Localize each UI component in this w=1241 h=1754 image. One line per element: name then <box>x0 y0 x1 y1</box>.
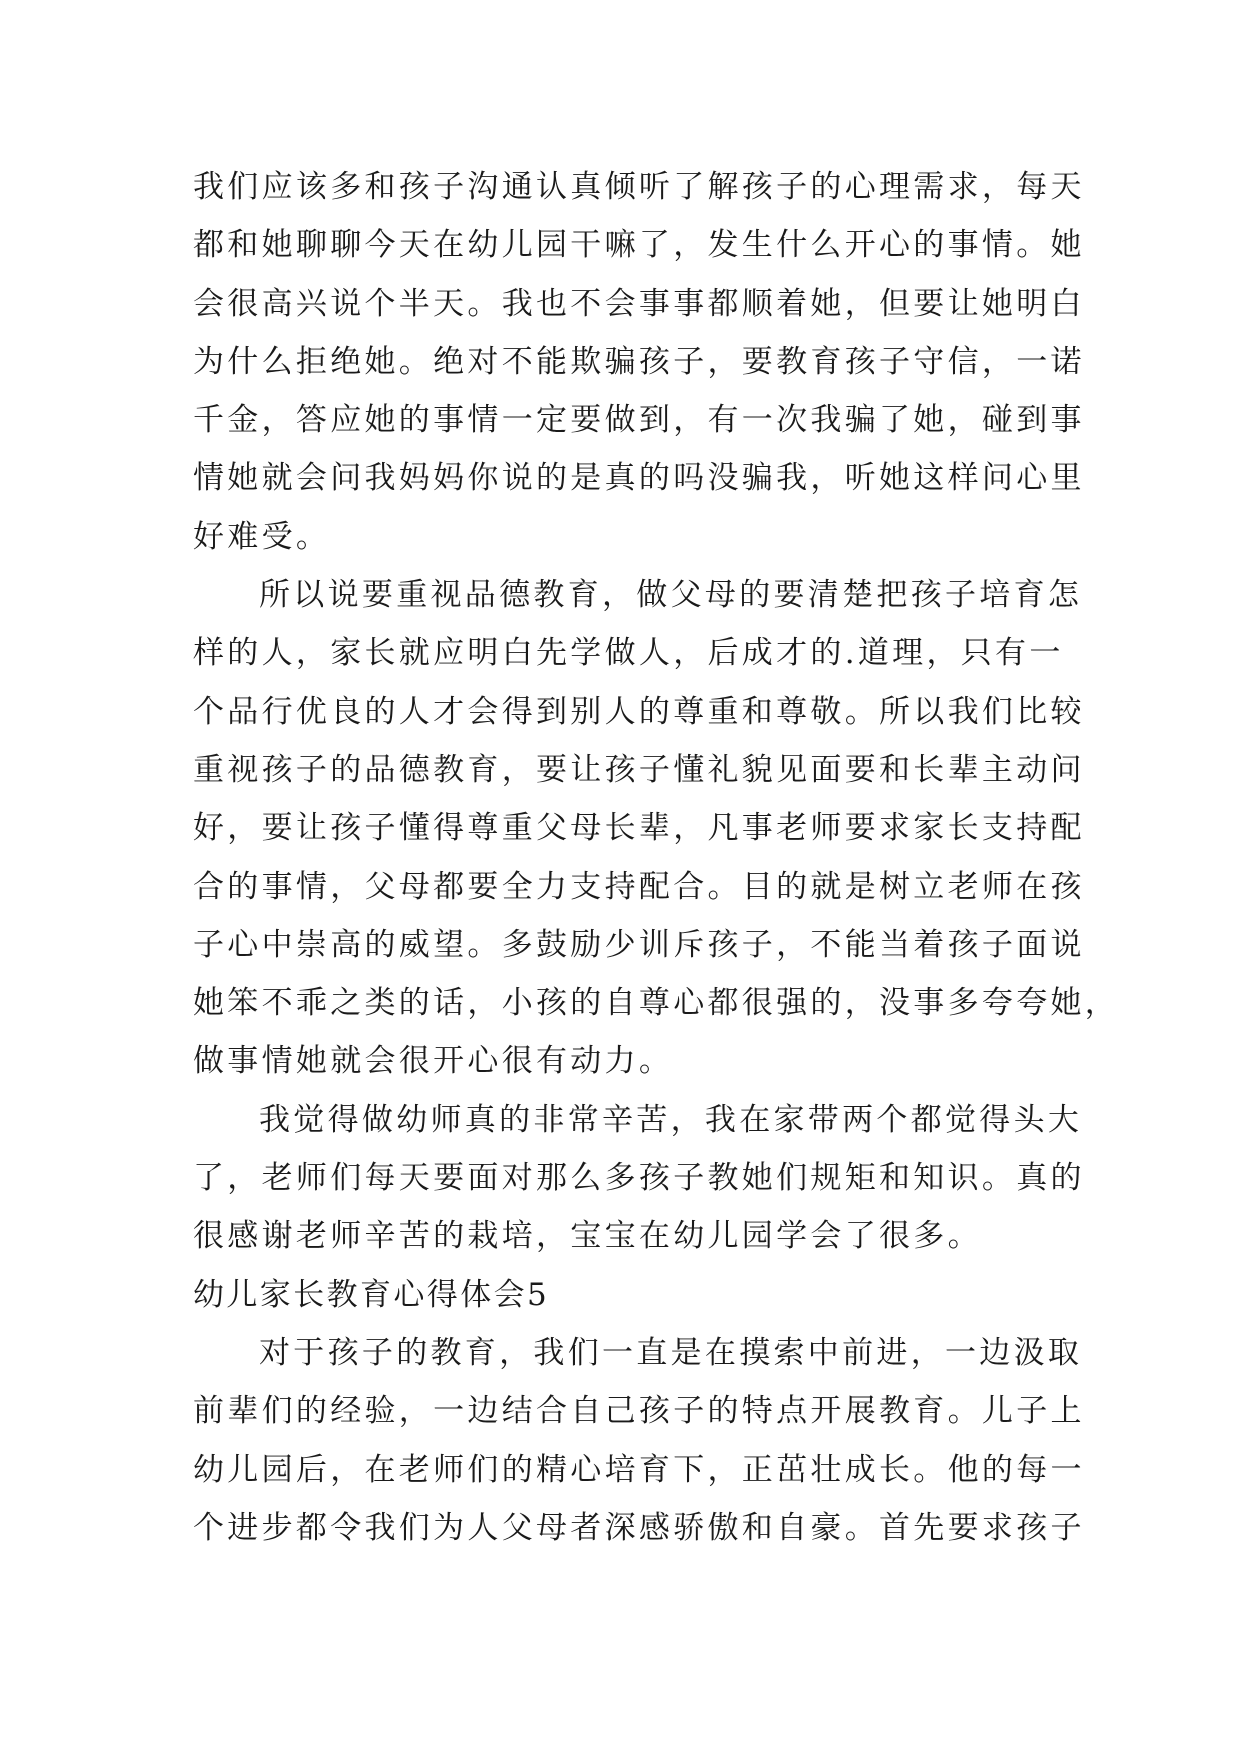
text-line: 情她就会问我妈妈你说的是真的吗没骗我，听她这样问心里 <box>193 460 1085 497</box>
text-line: 重视孩子的品德教育，要让孩子懂礼貌见面要和长辈主动问 <box>193 751 1085 788</box>
text-line: 很感谢老师辛苦的栽培，宝宝在幼儿园学会了很多。 <box>193 1218 982 1255</box>
paragraph-first-line: 我觉得做幼师真的非常辛苦，我在家带两个都觉得头大 <box>259 1101 1083 1138</box>
paragraph-first-line: 对于孩子的教育，我们一直是在摸索中前进，一边汲取 <box>259 1334 1083 1371</box>
text-line: 我们应该多和孩子沟通认真倾听了解孩子的心理需求，每天 <box>193 169 1085 205</box>
text-line: 子心中崇高的威望。多鼓励少训斥孩子，不能当着孩子面说 <box>193 926 1085 963</box>
text-line: 了，老师们每天要面对那么多孩子教她们规矩和知识。真的 <box>193 1160 1085 1197</box>
text-line: 为什么拒绝她。绝对不能欺骗孩子，要教育孩子守信，一诺 <box>193 343 1085 380</box>
text-line: 好难受。 <box>193 518 331 555</box>
text-line: 合的事情，父母都要全力支持配合。目的就是树立老师在孩 <box>193 868 1085 905</box>
paragraph-first-line: 所以说要重视品德教育，做父母的要清楚把孩子培育怎 <box>259 577 1083 614</box>
document-page <box>193 158 1120 1557</box>
text-line: 做事情她就会很开心很有动力。 <box>193 1043 674 1080</box>
text-line: 幼儿园后，在老师们的精心培育下，正茁壮成长。他的每一 <box>193 1451 1085 1488</box>
text-line: 样的人，家长就应明白先学做人，后成才的.道理，只有一 <box>193 635 1064 672</box>
text-line: 个进步都令我们为人父母者深感骄傲和自豪。首先要求孩子 <box>193 1509 1085 1546</box>
section-heading: 幼儿家长教育心得体会5 <box>193 1276 550 1313</box>
text-line: 千金，答应她的事情一定要做到，有一次我骗了她，碰到事 <box>193 402 1085 439</box>
text-line: 个品行优良的人才会得到别人的尊重和尊敬。所以我们比较 <box>193 693 1085 730</box>
text-line: 都和她聊聊今天在幼儿园干嘛了，发生什么开心的事情。她 <box>193 227 1085 264</box>
text-line: 前辈们的经验，一边结合自己孩子的特点开展教育。儿子上 <box>193 1393 1085 1430</box>
text-line: 会很高兴说个半天。我也不会事事都顺着她，但要让她明白 <box>193 285 1085 322</box>
text-line: 好，要让孩子懂得尊重父母长辈，凡事老师要求家长支持配 <box>193 810 1085 847</box>
text-line: 她笨不乖之类的话，小孩的自尊心都很强的，没事多夸夸她， <box>193 985 1120 1022</box>
